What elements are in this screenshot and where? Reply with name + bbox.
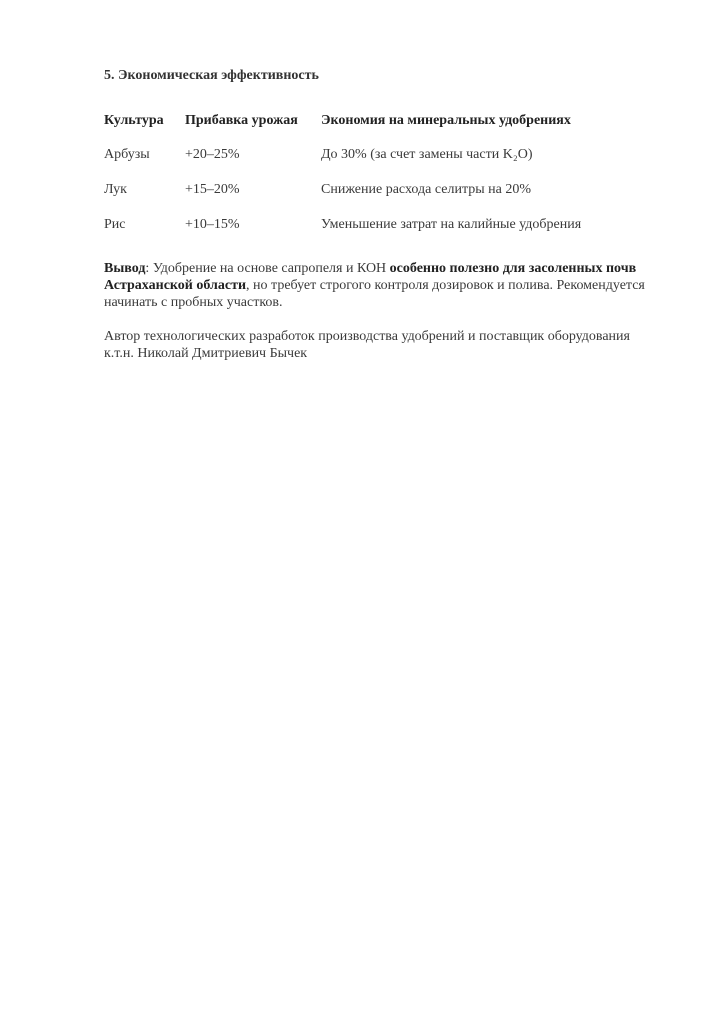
table-header-crop: Культура xyxy=(104,113,164,128)
table-cell: До 30% (за счет замены части K₂O) xyxy=(321,147,533,162)
table-cell: Снижение расхода селитры на 20% xyxy=(321,182,532,197)
table-cell: Арбузы xyxy=(104,147,150,162)
author-paragraph xyxy=(104,328,684,362)
table-header-yield: Прибавка урожая xyxy=(185,113,298,128)
conclusion-text-end: , но требует строгого контроля дозировок и полива. Рекомендуется начинать с пробных участков. xyxy=(104,278,645,310)
conclusion-text: Удобрение на основе сапропеля и КОН xyxy=(152,261,390,276)
author-line-1: Автор технологических разработок производства удобрений и поставщик оборудования xyxy=(104,329,630,344)
table-cell: Уменьшение затрат на калийные удобрения xyxy=(321,217,582,232)
author-line-2: к.т.н. Николай Дмитриевич Бычек xyxy=(104,346,308,361)
conclusion-emphasis: особенно полезно для засоленных почв Астраханской области xyxy=(104,261,637,293)
conclusion-label: Вывод xyxy=(104,261,146,276)
table-cell: Лук xyxy=(104,182,127,197)
table-cell: +20–25% xyxy=(185,147,240,162)
conclusion-paragraph xyxy=(104,260,684,311)
table-cell: +15–20% xyxy=(185,182,240,197)
table-header-savings: Экономия на минеральных удобрениях xyxy=(321,113,571,128)
section-title: 5. Экономическая эффективность xyxy=(104,68,319,83)
table-cell: +10–15% xyxy=(185,217,240,232)
table-cell: Рис xyxy=(104,217,126,232)
conclusion-sep: : xyxy=(145,261,153,276)
